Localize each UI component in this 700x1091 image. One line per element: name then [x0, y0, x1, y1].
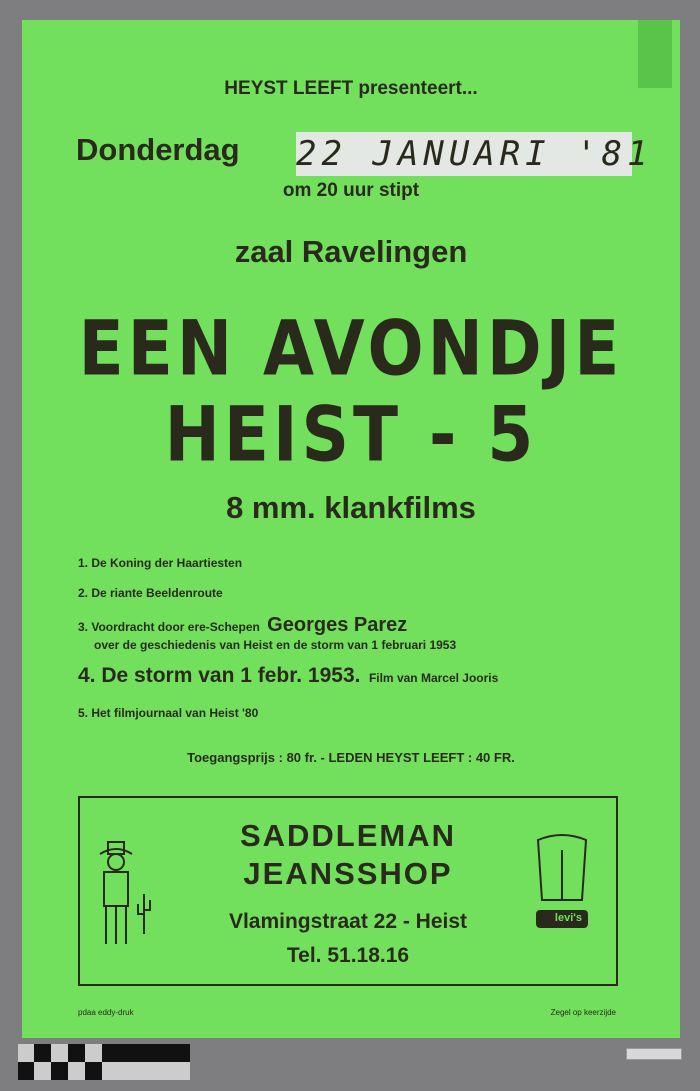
- price: Toegangsprijs : 80 fr. - LEDEN HEYST LEEFT : 40 FR.: [187, 750, 515, 765]
- shop-name-2: JEANSSHOP: [243, 856, 453, 891]
- program-item: 5. Het filmjournaal van Heist '80: [78, 706, 259, 720]
- program-subtext: over de geschiedenis van Heist en de storm van 1 februari 1953: [94, 638, 457, 652]
- date: 22 JANUARI '81: [296, 134, 653, 174]
- shop-name-1: SADDLEMAN: [239, 818, 457, 853]
- program-item: [78, 664, 498, 688]
- program-note: Film van Marcel Jooris: [368, 671, 499, 685]
- archive-label: [626, 1048, 682, 1060]
- color-scale-bar: [18, 1044, 190, 1080]
- program-text: 4. De storm van 1 febr. 1953.: [78, 664, 361, 687]
- speaker-name: Georges Parez: [267, 614, 408, 636]
- title-line-1: EEN AVONDJE: [78, 304, 624, 393]
- program-item: [78, 614, 407, 637]
- poster: [22, 20, 680, 1038]
- presenter: HEYST LEEFT presenteert...: [224, 78, 478, 99]
- advertisement: [78, 796, 618, 986]
- shop-phone: Tel. 51.18.16: [286, 944, 410, 967]
- program-item: 1. De Koning der Haartiesten: [78, 556, 243, 570]
- day: Donderdag: [76, 132, 240, 167]
- subtitle: 8 mm. klankfilms: [226, 490, 476, 525]
- stamp-note: Zegel op keerzijde: [550, 1008, 616, 1017]
- time: om 20 uur stipt: [282, 180, 420, 201]
- title-line-2: HEIST - 5: [164, 390, 538, 479]
- printer-credit: pdaa eddy-druk: [78, 1008, 134, 1017]
- program-item: 2. De riante Beeldenroute: [78, 586, 223, 600]
- program-text: 3. Voordracht door ere-Schepen: [78, 620, 260, 634]
- brand-logo: levi's: [554, 912, 582, 924]
- shop-address: Vlamingstraat 22 - Heist: [228, 910, 468, 933]
- venue: zaal Ravelingen: [234, 234, 468, 269]
